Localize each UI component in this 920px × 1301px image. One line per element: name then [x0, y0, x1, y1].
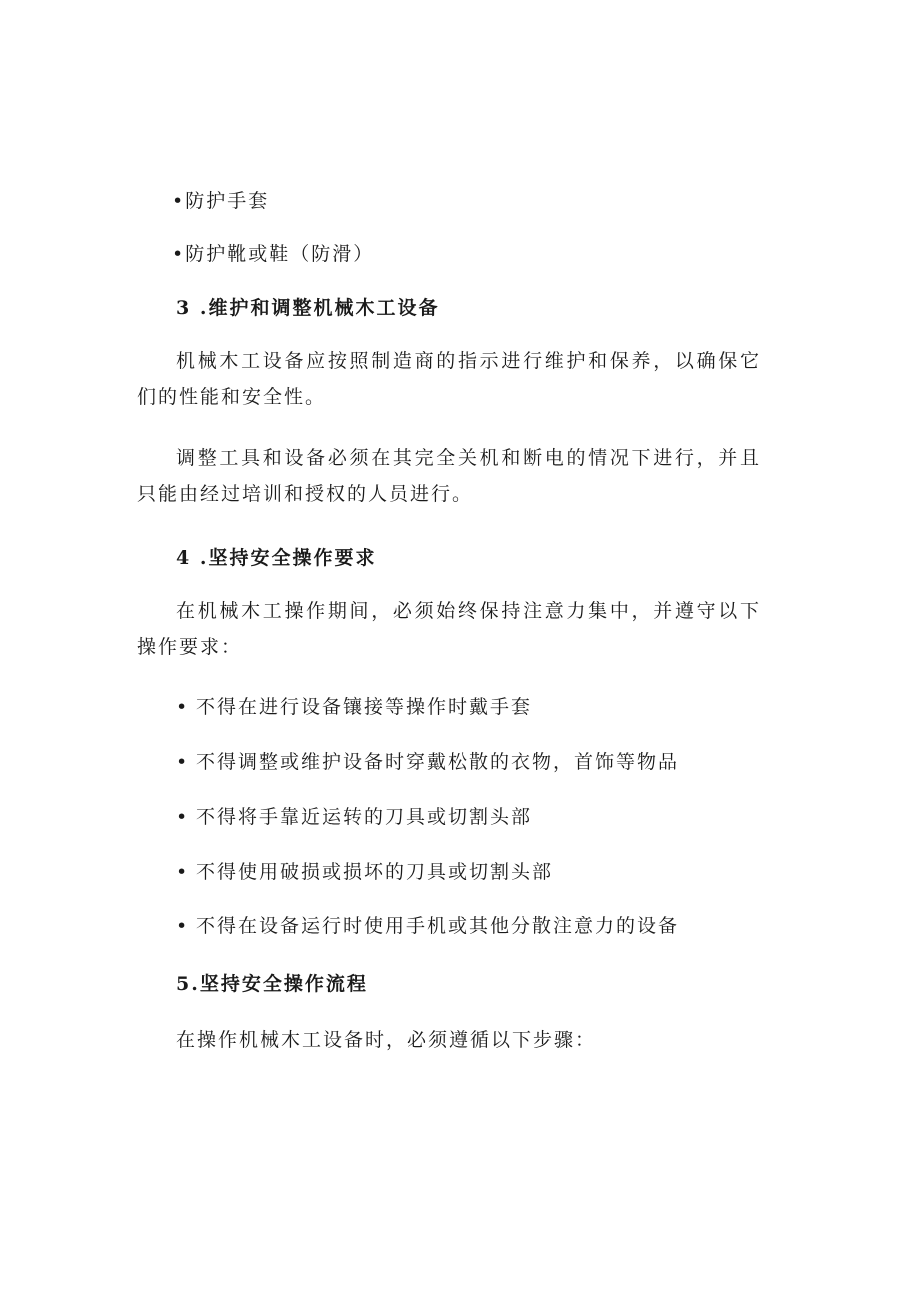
bullet-text: 不得将手靠近运转的刀具或切割头部: [196, 806, 533, 828]
section-4-bullet-item: [176, 859, 553, 885]
section-3-heading: 3 .维护和调整机械木工设备: [176, 297, 440, 319]
section-4-bullet-item: [176, 694, 532, 720]
ppe-item-boots: •防护靴或鞋（防滑）: [172, 243, 375, 265]
section-4-intro: 在机械木工操作期间，必须始终保持注意力集中，并遵守以下操作要求：: [137, 600, 761, 658]
section-4-bullet-item: [176, 749, 679, 775]
bullet-marker: •: [176, 696, 190, 718]
section-4-bullet-item: [176, 913, 679, 939]
bullet-marker: •: [176, 751, 190, 773]
bullet-text: 不得使用破损或损坏的刀具或切割头部: [196, 861, 554, 883]
bullet-marker: •: [176, 861, 190, 883]
section-5-intro: 在操作机械木工设备时，必须遵循以下步骤：: [176, 1029, 597, 1051]
section-5-heading: 5.坚持安全操作流程: [176, 973, 368, 995]
bullet-text: 不得调整或维护设备时穿戴松散的衣物，首饰等物品: [196, 751, 680, 773]
section-4-heading: 4 .坚持安全操作要求: [176, 547, 377, 569]
bullet-marker: •: [176, 806, 190, 828]
bullet-marker: •: [176, 915, 190, 937]
section-3-paragraph-adjustment: 调整工具和设备必须在其完全关机和断电的情况下进行，并且只能由经过培训和授权的人员进行。: [137, 447, 761, 505]
section-3-paragraph-maintenance: 机械木工设备应按照制造商的指示进行维护和保养，以确保它们的性能和安全性。: [137, 350, 761, 408]
section-4-bullet-item: [176, 804, 532, 830]
bullet-text: 不得在设备运行时使用手机或其他分散注意力的设备: [196, 915, 680, 937]
bullet-text: 不得在进行设备镶接等操作时戴手套: [196, 696, 533, 718]
ppe-item-gloves: •防护手套: [172, 190, 270, 212]
